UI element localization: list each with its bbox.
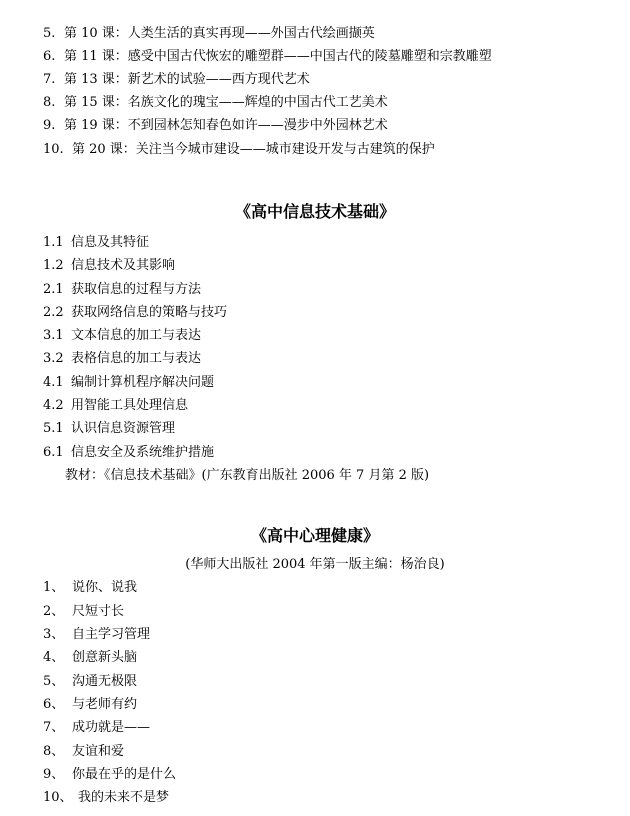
- list-item: [43, 580, 137, 596]
- list-item-number: 5.: [43, 26, 56, 41]
- list-item: [43, 398, 188, 414]
- list-item: [43, 351, 201, 367]
- list-item-text: 信息及其特征: [71, 235, 150, 250]
- list-item: [43, 328, 201, 344]
- list-item-text: 说你、说我: [72, 580, 138, 595]
- list-item-text: 用智能工具处理信息: [71, 398, 189, 413]
- list-item-number: 7.: [43, 72, 56, 87]
- list-item-number: 4.1: [43, 375, 64, 390]
- list-item-number: 1、: [43, 580, 65, 595]
- list-item-text: 第 10 课：人类生活的真实再现——外国古代绘画撷英: [64, 26, 375, 41]
- list-item: [43, 674, 137, 690]
- list-item-text: 友谊和爱: [72, 744, 125, 759]
- list-item-text: 第 19 课：不到园林怎知春色如许——漫步中外园林艺术: [64, 118, 388, 133]
- list-item-number: 9、: [43, 767, 65, 782]
- list-item: [43, 142, 435, 158]
- list-item-number: 8、: [43, 744, 65, 759]
- list-item: [43, 282, 201, 298]
- list-item: [43, 72, 310, 88]
- list-item-number: 7、: [43, 720, 65, 735]
- list-item: [43, 26, 375, 42]
- list-item-text: 文本信息的加工与表达: [71, 328, 202, 343]
- list-item-number: 3.2: [43, 351, 64, 366]
- list-item: [43, 375, 214, 391]
- list-item-text: 信息技术及其影响: [71, 258, 176, 273]
- list-item: [43, 720, 150, 736]
- list-item-text: 成功就是——: [72, 720, 151, 735]
- section-title-psych: 《高中心理健康》: [250, 526, 379, 545]
- list-item-text: 你最在乎的是什么: [72, 767, 177, 782]
- list-item: [43, 118, 388, 134]
- list-item: [43, 767, 176, 783]
- list-item: [43, 697, 137, 713]
- list-item: [43, 627, 150, 643]
- list-item-text: 第 11 课：感受中国古代恢宏的雕塑群——中国古代的陵墓雕塑和宗教雕塑: [64, 49, 492, 64]
- list-item-text: 获取网络信息的策略与技巧: [71, 305, 228, 320]
- list-item: [43, 445, 214, 461]
- list-item: [43, 421, 175, 437]
- list-item-text: 获取信息的过程与方法: [71, 282, 202, 297]
- list-item-text: 与老师有约: [72, 697, 138, 712]
- list-item-number: 5.1: [43, 421, 64, 436]
- list-item-number: 1.2: [43, 258, 64, 273]
- list-item-number: 8.: [43, 95, 56, 110]
- section-subtitle-psych: (华师大出版社 2004 年第一版主编：杨治良): [185, 557, 445, 572]
- list-item: [43, 305, 227, 321]
- list-item: [43, 235, 149, 251]
- list-item-number: 6.1: [43, 445, 64, 460]
- list-item: [43, 790, 169, 806]
- list-item-text: 自主学习管理: [72, 627, 151, 642]
- list-item-number: 2、: [43, 604, 65, 619]
- list-item-text: 表格信息的加工与表达: [71, 351, 202, 366]
- list-item-number: 2.2: [43, 305, 64, 320]
- list-item: [43, 258, 175, 274]
- list-item-text: 编制计算机程序解决问题: [71, 375, 215, 390]
- list-item-text: 第 13 课：新艺术的试验——西方现代艺术: [64, 72, 310, 87]
- section-title-it: 《高中信息技术基础》: [234, 202, 395, 221]
- list-item-number: 5、: [43, 674, 65, 689]
- list-item-number: 1.1: [43, 235, 64, 250]
- list-item-text: 第 20 课：关注当今城市建设——城市建设开发与古建筑的保护: [72, 142, 435, 157]
- list-item-number: 4、: [43, 650, 65, 665]
- list-item-text: 创意新头脑: [72, 650, 138, 665]
- textbook-note: 教材：《信息技术基础》(广东教育出版社 2006 年 7 月第 2 版): [65, 468, 430, 483]
- list-item-number: 3.1: [43, 328, 64, 343]
- list-item-text: 信息安全及系统维护措施: [71, 445, 215, 460]
- list-item-text: 我的未来不是梦: [78, 790, 170, 805]
- list-item-number: 2.1: [43, 282, 64, 297]
- list-item-text: 尺短寸长: [72, 604, 125, 619]
- list-item-text: 沟通无极限: [72, 674, 138, 689]
- list-item-number: 3、: [43, 627, 65, 642]
- list-item-number: 4.2: [43, 398, 64, 413]
- list-item-number: 6.: [43, 49, 56, 64]
- list-item-number: 6、: [43, 697, 65, 712]
- list-item-number: 10、: [43, 790, 73, 805]
- list-item-text: 第 15 课：名族文化的瑰宝——辉煌的中国古代工艺美术: [64, 95, 388, 110]
- list-item: [43, 744, 124, 760]
- list-item-number: 10.: [43, 142, 64, 157]
- list-item: [43, 95, 388, 111]
- list-item: [43, 49, 492, 65]
- list-item: [43, 650, 137, 666]
- list-item: [43, 604, 124, 620]
- list-item-number: 9.: [43, 118, 56, 133]
- list-item-text: 认识信息资源管理: [71, 421, 176, 436]
